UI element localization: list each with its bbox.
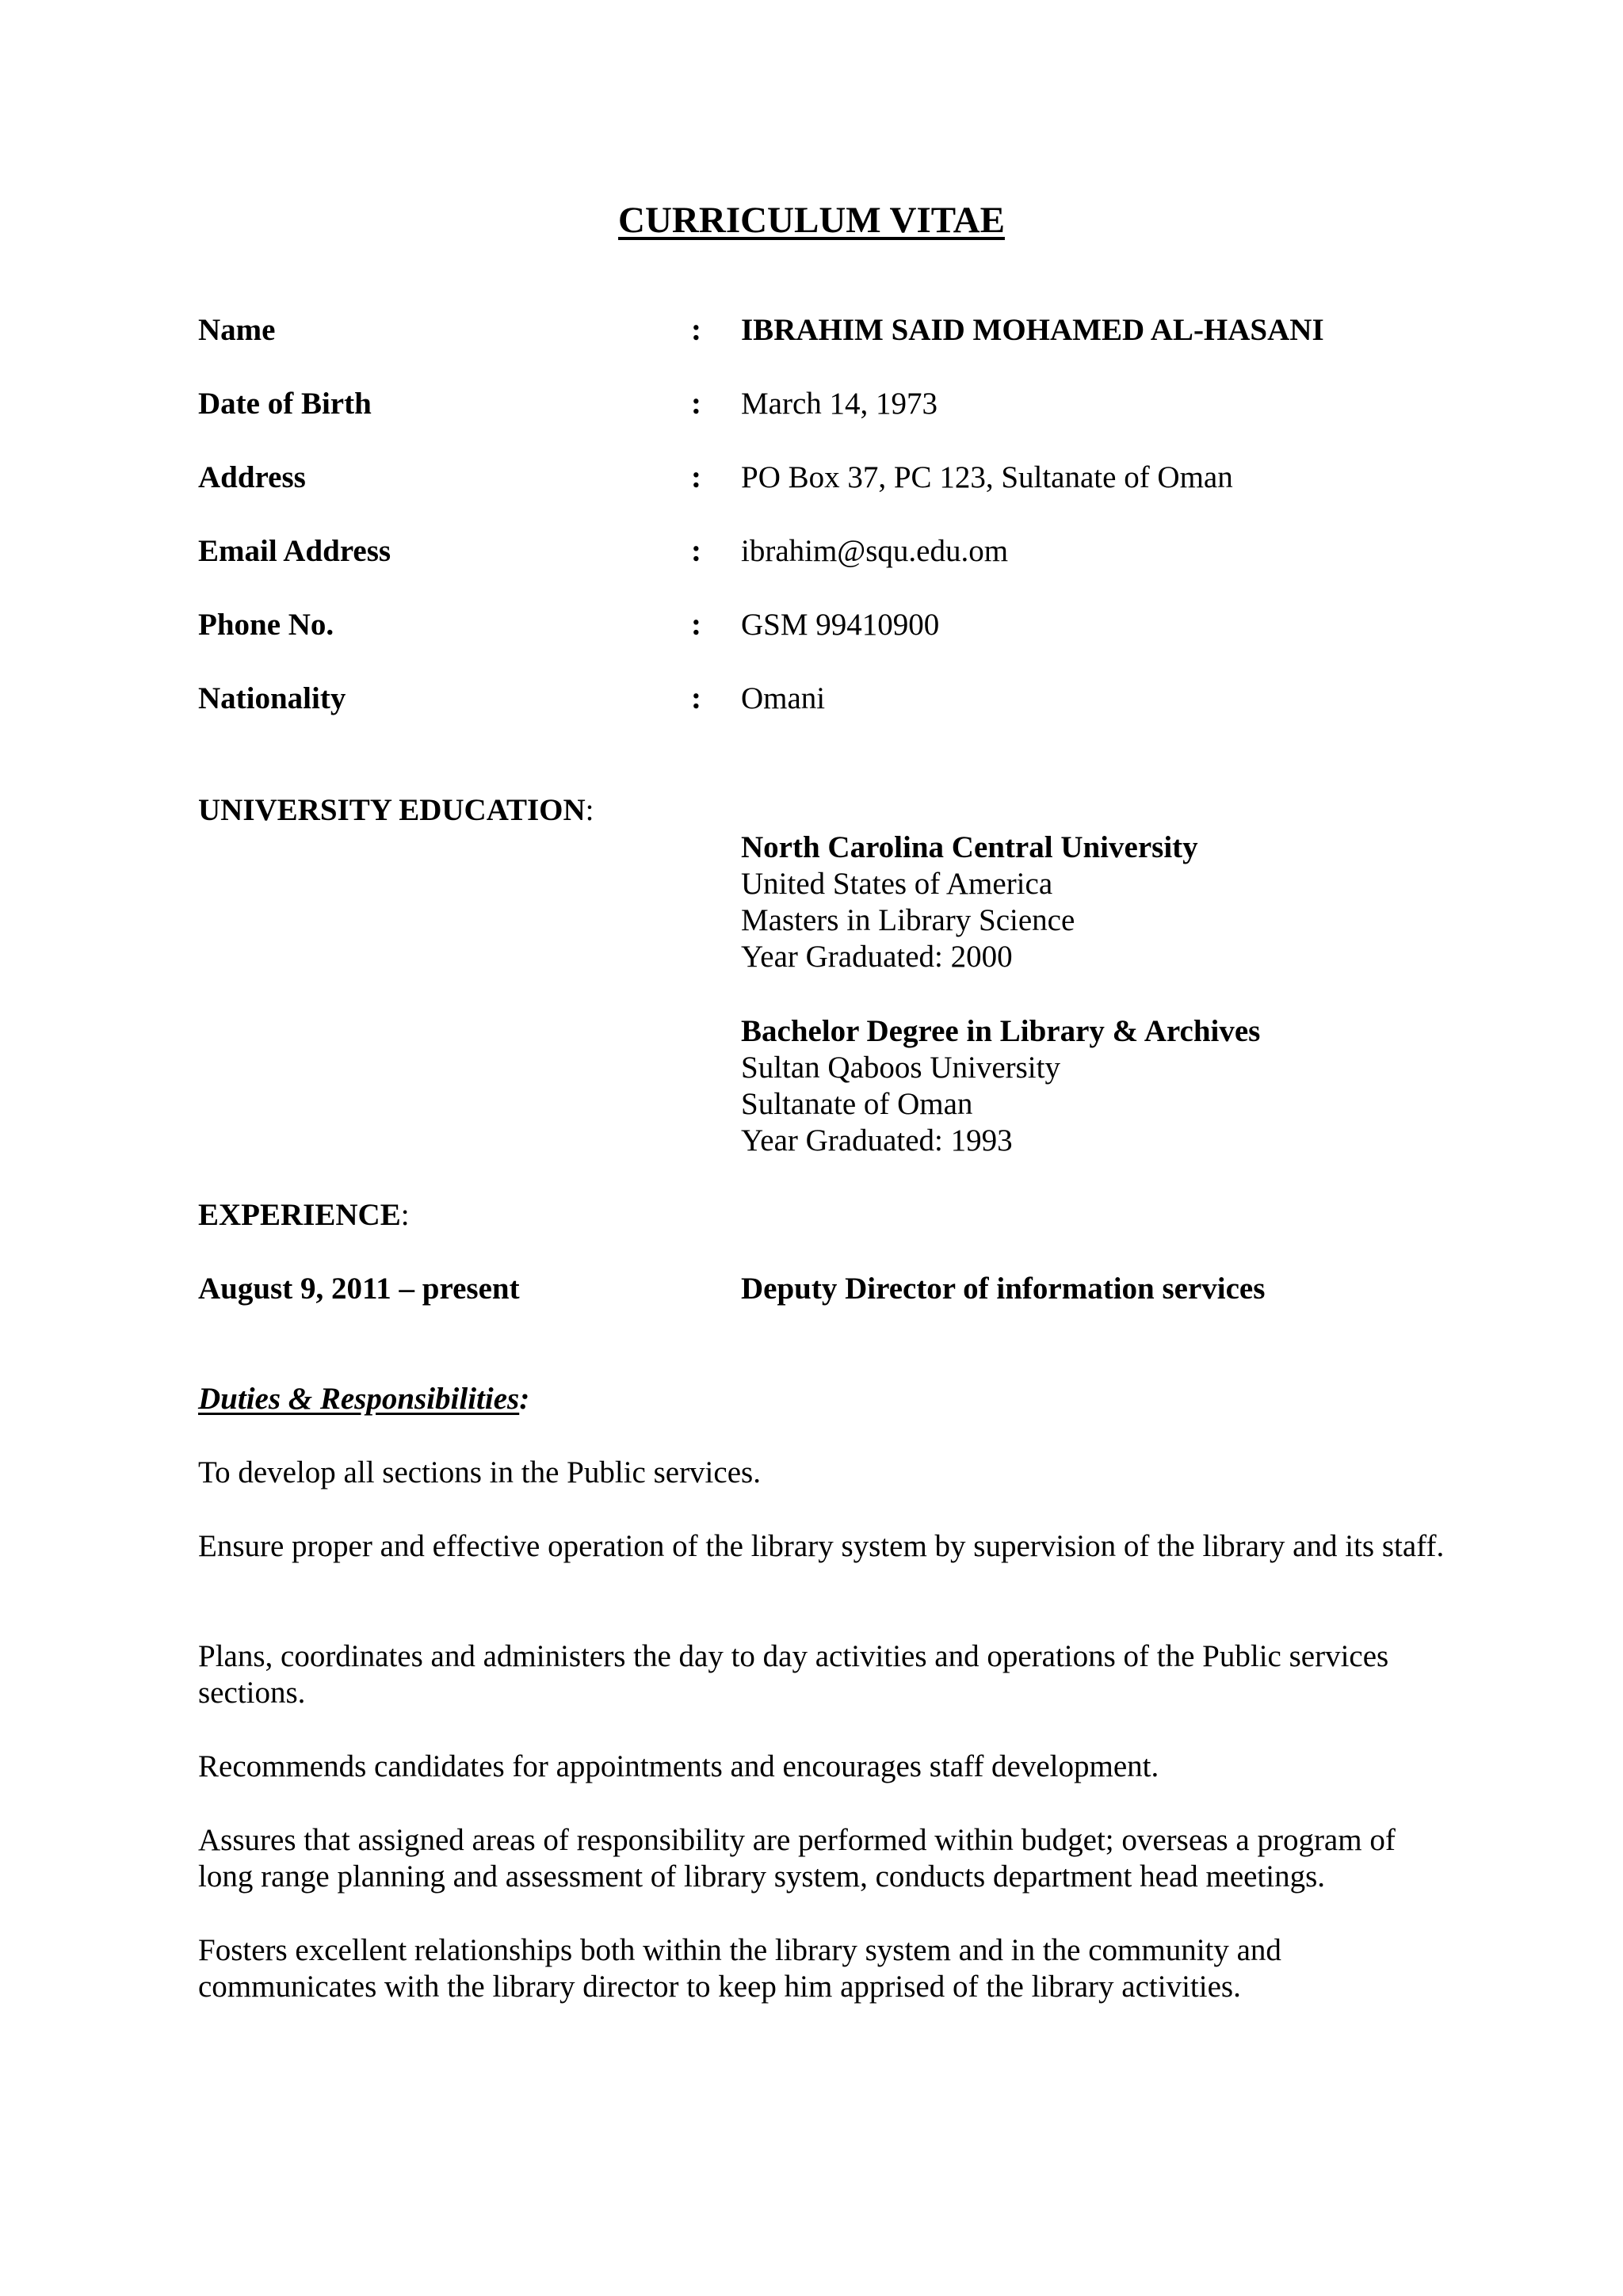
education-detail: Year Graduated: 2000 (741, 940, 1013, 974)
education-detail: Year Graduated: 1993 (741, 1123, 1013, 1158)
colon-separator: : (691, 313, 701, 347)
address-value: PO Box 37, PC 123, Sultanate of Oman (741, 460, 1233, 494)
name-label: Name (198, 313, 276, 347)
nationality-row (198, 681, 1545, 719)
education-detail: Sultanate of Oman (741, 1087, 973, 1121)
phone-row (198, 607, 1545, 645)
experience-row (198, 1271, 1545, 1309)
dob-value: March 14, 1973 (741, 387, 938, 421)
colon-separator: : (691, 534, 701, 568)
experience-heading (198, 1197, 410, 1234)
email-row (198, 533, 1545, 571)
colon-separator: : (519, 1382, 530, 1416)
phone-value: GSM 99410900 (741, 608, 940, 642)
colon-separator: : (585, 793, 594, 827)
education-detail: Masters in Library Science (741, 903, 1075, 937)
dob-row (198, 386, 1545, 424)
duty-item: Assures that assigned areas of responsibility are performed within budget; overseas a program of long range planning and assessment of library system, conducts department head meetings. (198, 1823, 1396, 1894)
education-detail: United States of America (741, 867, 1053, 901)
address-row (198, 460, 1545, 498)
duty-item: Ensure proper and effective operation of the library system by supervision of the library and its staff. (198, 1529, 1445, 1563)
institution-title: North Carolina Central University (741, 830, 1198, 864)
duty-item: Recommends candidates for appointments and encourages staff development. (198, 1749, 1159, 1783)
colon-separator: : (691, 460, 701, 494)
experience-position: Deputy Director of information services (741, 1272, 1266, 1306)
name-value: IBRAHIM SAID MOHAMED AL-HASANI (741, 313, 1324, 347)
duties-heading (198, 1381, 529, 1417)
experience-period: August 9, 2011 – present (198, 1272, 520, 1306)
nationality-value: Omani (741, 681, 826, 715)
education-detail: Sultan Qaboos University (741, 1051, 1060, 1085)
education-entry (741, 830, 1533, 975)
duty-item: To develop all sections in the Public services. (198, 1455, 761, 1489)
duties-heading-text: Duties & Responsibilities (198, 1382, 520, 1416)
email-value: ibrahim@squ.edu.om (741, 534, 1009, 568)
phone-label: Phone No. (198, 608, 334, 642)
education-entry (741, 1013, 1533, 1159)
colon-separator: : (691, 387, 701, 421)
colon-separator: : (691, 681, 701, 715)
colon-separator: : (400, 1198, 410, 1232)
email-label: Email Address (198, 534, 391, 568)
education-heading (198, 792, 594, 829)
address-label: Address (198, 460, 306, 494)
duty-item: Plans, coordinates and administers the day to day activities and operations of the Public services sections. (198, 1639, 1389, 1710)
education-heading-text: UNIVERSITY EDUCATION (198, 793, 586, 827)
colon-separator: : (691, 608, 701, 642)
nationality-label: Nationality (198, 681, 346, 715)
duty-item: Fosters excellent relationships both within the library system and in the community and communicates with the library director to keep him apprised of the library activities. (198, 1933, 1281, 2004)
page-title: CURRICULUM VITAE (618, 200, 1005, 241)
institution-title: Bachelor Degree in Library & Archives (741, 1014, 1261, 1048)
name-row (198, 312, 1545, 350)
experience-heading-text: EXPERIENCE (198, 1198, 401, 1232)
dob-label: Date of Birth (198, 387, 372, 421)
